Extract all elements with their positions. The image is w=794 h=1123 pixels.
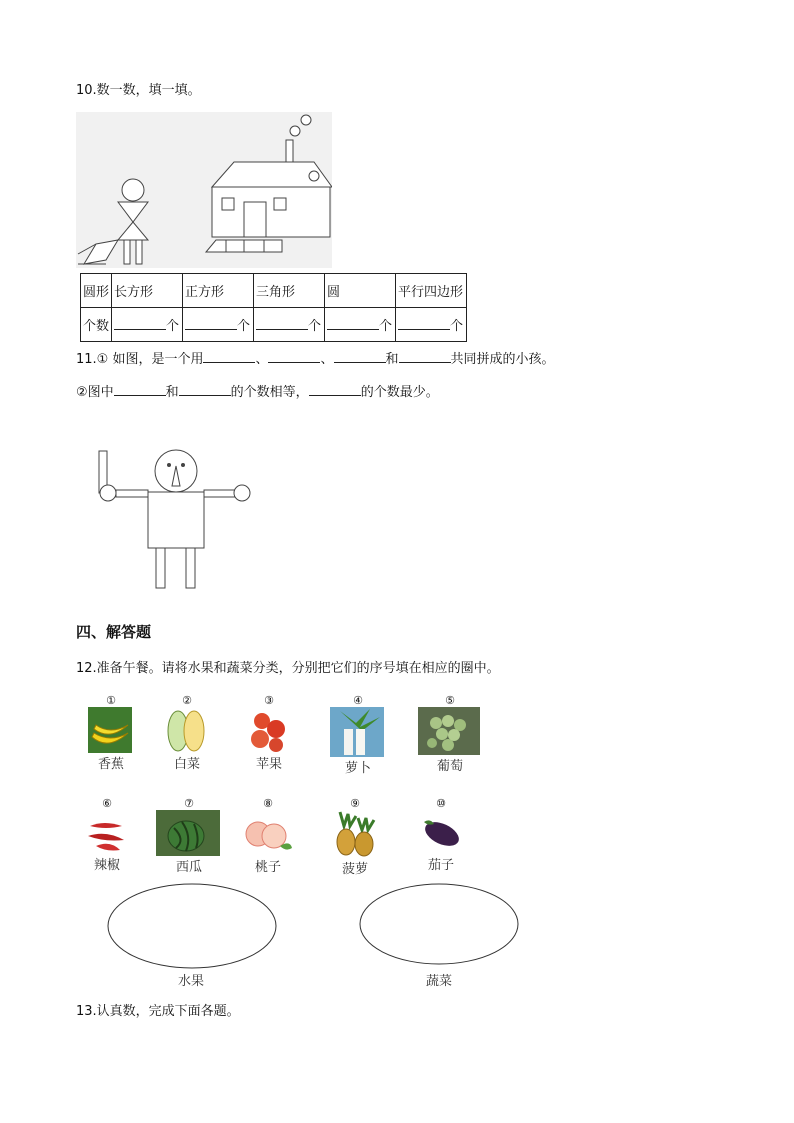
fruit-circle[interactable] — [106, 882, 278, 972]
count-cell[interactable]: 个 — [325, 308, 396, 342]
pineapple-icon — [330, 810, 378, 858]
item-pepper: ⑥ 辣椒 — [84, 797, 130, 873]
radish-icon — [330, 707, 384, 757]
grape-icon — [418, 707, 480, 755]
peach-icon — [240, 810, 294, 856]
item-pineapple: ⑨ 菠萝 — [330, 797, 380, 877]
item-grape: ⑤ 葡萄 — [418, 694, 482, 774]
item-banana: ① 香蕉 — [88, 694, 134, 772]
pepper-icon — [84, 810, 128, 854]
section-title: 四、解答题 — [76, 623, 152, 641]
answer-blank[interactable] — [334, 350, 386, 363]
q12-title: 12.准备午餐。请将水果和蔬菜分类，分别把它们的序号填在相应的圈中。 — [76, 661, 500, 676]
answer-blank[interactable] — [179, 383, 231, 396]
q11-line2: ②图中 和 的个数相等， 的个数最少。 — [76, 385, 439, 400]
q11-line1: 11.① 如图，是一个用 、 、 和 共同拼成的小孩。 — [76, 352, 555, 367]
table-count-row — [81, 308, 467, 342]
item-apple: ③ 苹果 — [246, 694, 292, 772]
count-cell[interactable]: 个 — [396, 308, 467, 342]
table-header-cell: 正方形 — [183, 274, 254, 308]
item-cabbage: ② 白菜 — [164, 694, 210, 772]
q13-title: 13.认真数，完成下面各题。 — [76, 1004, 240, 1019]
banana-icon — [88, 707, 132, 753]
vegetable-circle[interactable] — [358, 882, 520, 968]
eggplant-icon — [418, 810, 462, 854]
answer-blank[interactable] — [114, 383, 166, 396]
cabbage-icon — [164, 707, 208, 753]
q10-title: 10.数一数，填一填。 — [76, 83, 201, 98]
table-header-cell: 圆 — [325, 274, 396, 308]
table-header-cell: 圆形 — [81, 274, 112, 308]
table-header-cell: 长方形 — [112, 274, 183, 308]
item-peach: ⑧ 桃子 — [240, 797, 296, 875]
count-cell[interactable]: 个 — [254, 308, 325, 342]
fruit-label: 水果 — [178, 974, 205, 989]
item-radish: ④ 萝卜 — [330, 694, 386, 776]
shape-count-table — [80, 273, 467, 342]
answer-blank[interactable] — [268, 350, 320, 363]
apple-icon — [246, 707, 290, 753]
count-label: 个数 — [81, 308, 112, 342]
table-header-row — [81, 274, 467, 308]
count-cell[interactable]: 个 — [112, 308, 183, 342]
watermelon-icon — [156, 810, 220, 856]
house-figure-image — [76, 112, 332, 268]
answer-blank[interactable] — [203, 350, 255, 363]
table-header-cell: 三角形 — [254, 274, 325, 308]
answer-blank[interactable] — [399, 350, 451, 363]
shape-child-figure — [96, 448, 256, 593]
vegetable-label: 蔬菜 — [426, 974, 453, 989]
table-header-cell: 平行四边形 — [396, 274, 467, 308]
item-eggplant: ⑩ 茄子 — [418, 797, 464, 873]
count-cell[interactable]: 个 — [183, 308, 254, 342]
item-watermelon: ⑦ 西瓜 — [156, 797, 222, 875]
answer-blank[interactable] — [309, 383, 361, 396]
